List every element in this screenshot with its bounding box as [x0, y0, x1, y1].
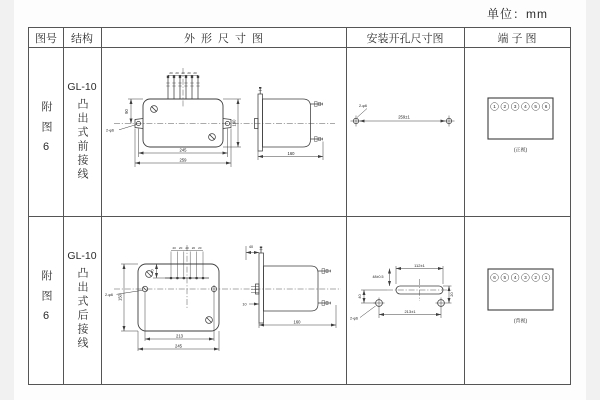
- dim-label-160: 160: [293, 319, 301, 325]
- terminal-number: 2: [534, 275, 537, 281]
- fig-no-row1: [29, 47, 63, 216]
- dim-label-10: 10: [242, 302, 247, 307]
- terminal-number: 5: [503, 275, 507, 281]
- header-terminal: 端子图: [497, 32, 540, 45]
- dim-label-holes: 2-φ6: [105, 293, 113, 297]
- dim-label-pitch: 20: [178, 246, 183, 250]
- dim-label-holes: 2-φ6: [359, 104, 367, 108]
- terminal-caption: (正视): [513, 147, 528, 154]
- mounting-slot-and-holes: [374, 279, 453, 309]
- terminal-numbers: [491, 274, 550, 282]
- relay-front-view: [105, 245, 341, 351]
- dim-label-pitch: 20: [193, 71, 197, 75]
- relay-front-view: [106, 68, 335, 167]
- terminal-caption: (背视): [513, 318, 528, 325]
- dim-label-holes: 2-φ6: [350, 316, 358, 321]
- header-fig-no: 图号: [35, 32, 57, 45]
- dim-label-pitch: 20: [187, 71, 191, 75]
- structure-type-label: 凸出式前接线: [76, 98, 88, 182]
- dim-label-40: 40: [358, 294, 363, 299]
- fig-no-row2: [29, 216, 63, 384]
- header-install: 安装开孔尺寸图: [366, 32, 444, 45]
- terminal-numbers: [491, 103, 550, 111]
- terminal-number: 3: [524, 275, 527, 281]
- page-edge-right: [586, 0, 600, 400]
- outline-drawing-front-wiring: [101, 47, 346, 216]
- install-drawing-rear-wiring: [346, 216, 464, 384]
- outline-drawing-rear-wiring: [101, 216, 346, 384]
- terminal-number: 4: [513, 275, 517, 281]
- dim-label-90: 90: [124, 109, 129, 114]
- terminal-number: 2: [503, 104, 507, 110]
- structure-row2: [63, 216, 101, 384]
- terminal-number: 6: [544, 104, 548, 110]
- dim-label-190: 190: [231, 119, 237, 127]
- fig-no-row2-label: 附图6: [40, 269, 52, 331]
- dim-label-48: 48±0.5: [372, 275, 384, 279]
- dim-label-pitch: 20: [172, 246, 176, 250]
- dim-label-pitch: 20: [198, 246, 202, 250]
- dim-label-259-span: 259±1: [398, 114, 410, 120]
- dim-label-top40: 40: [248, 244, 254, 249]
- terminal-number: 6: [493, 275, 496, 281]
- terminal-number: 4: [524, 104, 527, 110]
- terminal-diagram-rear-wiring: [464, 216, 570, 384]
- terminal-number: 3: [513, 104, 517, 110]
- dim-label-pitch: 20: [185, 246, 189, 250]
- dim-label-245: 245: [179, 147, 187, 153]
- relay-side-view: [242, 245, 336, 328]
- structure-type-label: 凸出式后接线: [76, 266, 88, 351]
- dim-label-pitch: 20: [181, 71, 185, 75]
- header-outline: 外形尺寸图: [184, 32, 269, 45]
- terminal-number: 1: [493, 104, 496, 110]
- terminal-diagram-front-wiring: [464, 47, 570, 216]
- dim-label-holes: 2-φ6: [106, 128, 114, 133]
- terminal-number: 5: [534, 104, 537, 110]
- dim-label-160: 160: [287, 150, 295, 156]
- fig-no-row1-label: 附图6: [40, 101, 52, 162]
- structure-row1: [63, 47, 101, 216]
- dim-label-40: 40: [150, 269, 155, 274]
- dim-label-112: 112±1: [414, 262, 425, 268]
- dim-label-pitch: 20: [191, 246, 196, 250]
- page-edge-left: [0, 0, 14, 400]
- install-drawing-front-wiring: [346, 47, 464, 216]
- dim-label-213: 213±1: [404, 308, 416, 314]
- dim-label-245: 245: [175, 343, 182, 349]
- dim-label-150: 150: [117, 294, 123, 301]
- model-label: GL-10: [67, 81, 97, 93]
- header-structure: 结构: [71, 32, 93, 45]
- dim-label-213: 213: [176, 333, 183, 339]
- dim-label-20: 20: [450, 292, 454, 297]
- dimension-table: [28, 27, 571, 385]
- terminal-number: 1: [544, 275, 548, 281]
- model-label: GL-10: [67, 249, 97, 262]
- dim-label-pitch: 20: [169, 71, 173, 75]
- dim-label-pitch: 20: [175, 71, 179, 75]
- dim-label-259: 259: [179, 157, 187, 163]
- unit-label: 单位：mm: [487, 7, 548, 21]
